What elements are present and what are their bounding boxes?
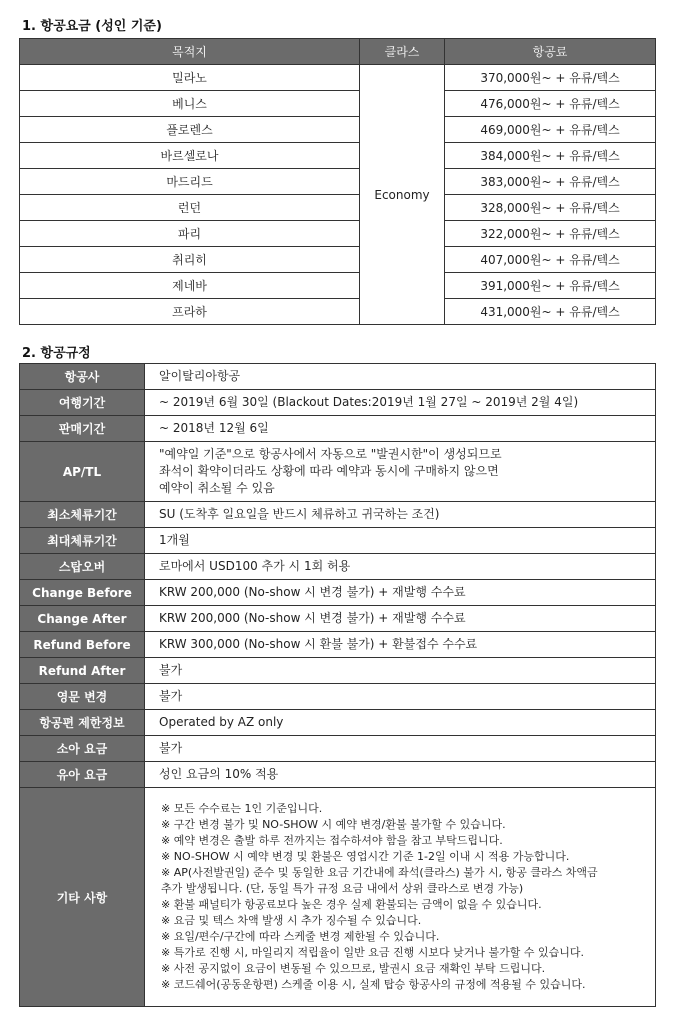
rule-label: 소아 요금 <box>20 736 145 762</box>
rule-row-refund-after <box>20 658 656 684</box>
rule-row-change-after <box>20 606 656 632</box>
etc-note-line: ※ 사전 공지없이 요금이 변동될 수 있으므로, 발권시 요금 재확인 부탁 드립니다. <box>161 962 546 975</box>
rule-row-infant-fare <box>20 762 656 788</box>
price-cell: 431,000원~ + 유류/텍스 <box>445 299 656 325</box>
rule-value: KRW 200,000 (No-show 시 변경 불가) + 재발행 수수료 <box>159 611 466 625</box>
rule-label: 영문 변경 <box>20 684 145 710</box>
destination-cell: 마드리드 <box>20 169 360 195</box>
rule-value: 1개월 <box>159 533 190 547</box>
rule-row-max-stay <box>20 528 656 554</box>
price-cell: 384,000원~ + 유류/텍스 <box>445 143 656 169</box>
rule-label: 최대체류기간 <box>20 528 145 554</box>
rule-label: Change Before <box>20 580 145 606</box>
table-row <box>20 273 656 299</box>
destination-cell: 바르셀로나 <box>20 143 360 169</box>
rule-value: SU (도착후 일요일을 반드시 체류하고 귀국하는 조건) <box>159 507 440 521</box>
table-row <box>20 117 656 143</box>
rule-value: Operated by AZ only <box>159 715 284 729</box>
etc-note-line: ※ 요일/편수/구간에 따라 스케줄 변경 제한될 수 있습니다. <box>161 930 440 943</box>
destination-cell: 취리히 <box>20 247 360 273</box>
destination-cell: 프라하 <box>20 299 360 325</box>
rule-value: 불가 <box>159 663 183 677</box>
rule-row-stopover <box>20 554 656 580</box>
etc-note-line: ※ 예약 변경은 출발 하루 전까지는 접수하셔야 함을 참고 부탁드립니다. <box>161 834 503 847</box>
rule-row-name-change <box>20 684 656 710</box>
rule-value: ~ 2018년 12월 6일 <box>159 421 269 435</box>
rule-value: 불가 <box>159 741 183 755</box>
price-cell: 407,000원~ + 유류/텍스 <box>445 247 656 273</box>
section-title-rules: 2. 항공규정 <box>22 346 91 361</box>
rule-row-refund-before <box>20 632 656 658</box>
rule-row-travel-period <box>20 390 656 416</box>
section-title-fares: 1. 항공요금 (성인 기준) <box>22 19 162 34</box>
table-row <box>20 169 656 195</box>
rule-label: Refund Before <box>20 632 145 658</box>
rule-value: 로마에서 USD100 추가 시 1회 허용 <box>159 559 351 573</box>
rule-row-sales-period <box>20 416 656 442</box>
rule-row-flight-restriction <box>20 710 656 736</box>
rule-label: 유아 요금 <box>20 762 145 788</box>
destination-cell: 플로렌스 <box>20 117 360 143</box>
rule-value: KRW 200,000 (No-show 시 변경 불가) + 재발행 수수료 <box>159 585 466 599</box>
destination-cell: 베니스 <box>20 91 360 117</box>
fare-header-row <box>20 39 656 65</box>
rule-label: 항공편 제한정보 <box>20 710 145 736</box>
price-cell: 469,000원~ + 유류/텍스 <box>445 117 656 143</box>
rule-value-line: 예약이 취소될 수 있음 <box>159 481 275 495</box>
etc-note-line: ※ 환불 패널티가 항공료보다 높은 경우 실제 환불되는 금액이 없을 수 있습니다. <box>161 898 542 911</box>
rule-label: 항공사 <box>20 364 145 390</box>
rule-label: AP/TL <box>20 442 145 502</box>
etc-note-line: ※ AP(사전발권일) 준수 및 동일한 요금 기간내에 좌석(클라스) 불가 시, 항공 클라스 차액금 <box>161 866 598 879</box>
table-row <box>20 221 656 247</box>
rule-label: Change After <box>20 606 145 632</box>
rule-label: 스탑오버 <box>20 554 145 580</box>
rule-value: 알이탈리아항공 <box>159 369 241 383</box>
price-cell: 328,000원~ + 유류/텍스 <box>445 195 656 221</box>
destination-cell: 런던 <box>20 195 360 221</box>
etc-note-line: ※ 코드쉐어(공동운항편) 스케줄 이용 시, 실제 탑승 항공사의 규정에 적용될 수 있습니다. <box>161 978 586 991</box>
rule-label: 최소체류기간 <box>20 502 145 528</box>
rule-row-airline <box>20 364 656 390</box>
table-row <box>20 143 656 169</box>
table-row <box>20 65 656 91</box>
rule-label: 여행기간 <box>20 390 145 416</box>
etc-note-line: ※ 구간 변경 불가 및 NO-SHOW 시 예약 변경/환불 불가할 수 있습니다. <box>161 818 506 831</box>
header-class: 클라스 <box>360 39 445 65</box>
price-cell: 383,000원~ + 유류/텍스 <box>445 169 656 195</box>
price-cell: 476,000원~ + 유류/텍스 <box>445 91 656 117</box>
etc-note-line: ※ 특가로 진행 시, 마일리지 적립율이 일반 요금 진행 시보다 낮거나 불가할 수 있습니다. <box>161 946 584 959</box>
etc-note-line: 추가 발생됩니다. (단, 동일 특가 규정 요금 내에서 상위 클라스로 변경 가능) <box>161 882 524 895</box>
rule-row-change-before <box>20 580 656 606</box>
rule-value: KRW 300,000 (No-show 시 환불 불가) + 환불접수 수수료 <box>159 637 478 651</box>
rule-label: Refund After <box>20 658 145 684</box>
rule-row-etc <box>20 788 656 1007</box>
table-row <box>20 91 656 117</box>
table-row <box>20 247 656 273</box>
header-destination: 목적지 <box>20 39 360 65</box>
rule-value: ~ 2019년 6월 30일 (Blackout Dates:2019년 1월 27일 ~ 2019년 2월 4일) <box>159 395 579 409</box>
rules-table <box>19 363 656 1007</box>
destination-cell: 제네바 <box>20 273 360 299</box>
rule-value-line: 좌석이 확약이더라도 상황에 따라 예약과 동시에 구매하지 않으면 <box>159 464 499 478</box>
etc-note-line: ※ NO-SHOW 시 예약 변경 및 환불은 영업시간 기준 1-2일 이내 시 적용 가능합니다. <box>161 850 570 863</box>
class-cell: Economy <box>360 65 445 325</box>
table-row <box>20 195 656 221</box>
rule-row-ap-tl <box>20 442 656 502</box>
price-cell: 391,000원~ + 유류/텍스 <box>445 273 656 299</box>
rule-row-min-stay <box>20 502 656 528</box>
rule-label: 판매기간 <box>20 416 145 442</box>
fare-table <box>19 38 656 325</box>
destination-cell: 파리 <box>20 221 360 247</box>
rule-value: 성인 요금의 10% 적용 <box>159 767 279 781</box>
rule-label: 기타 사항 <box>20 788 145 1007</box>
rule-value: 불가 <box>159 689 183 703</box>
etc-note-line: ※ 모든 수수료는 1인 기준입니다. <box>161 802 323 815</box>
header-fare: 항공료 <box>445 39 656 65</box>
rule-row-child-fare <box>20 736 656 762</box>
rule-value-line: "예약일 기준"으로 항공사에서 자동으로 "발권시한"이 생성되므로 <box>159 447 502 461</box>
price-cell: 322,000원~ + 유류/텍스 <box>445 221 656 247</box>
table-row <box>20 299 656 325</box>
etc-note-line: ※ 요금 및 텍스 차액 발생 시 추가 징수될 수 있습니다. <box>161 914 422 927</box>
destination-cell: 밀라노 <box>20 65 360 91</box>
price-cell: 370,000원~ + 유류/텍스 <box>445 65 656 91</box>
